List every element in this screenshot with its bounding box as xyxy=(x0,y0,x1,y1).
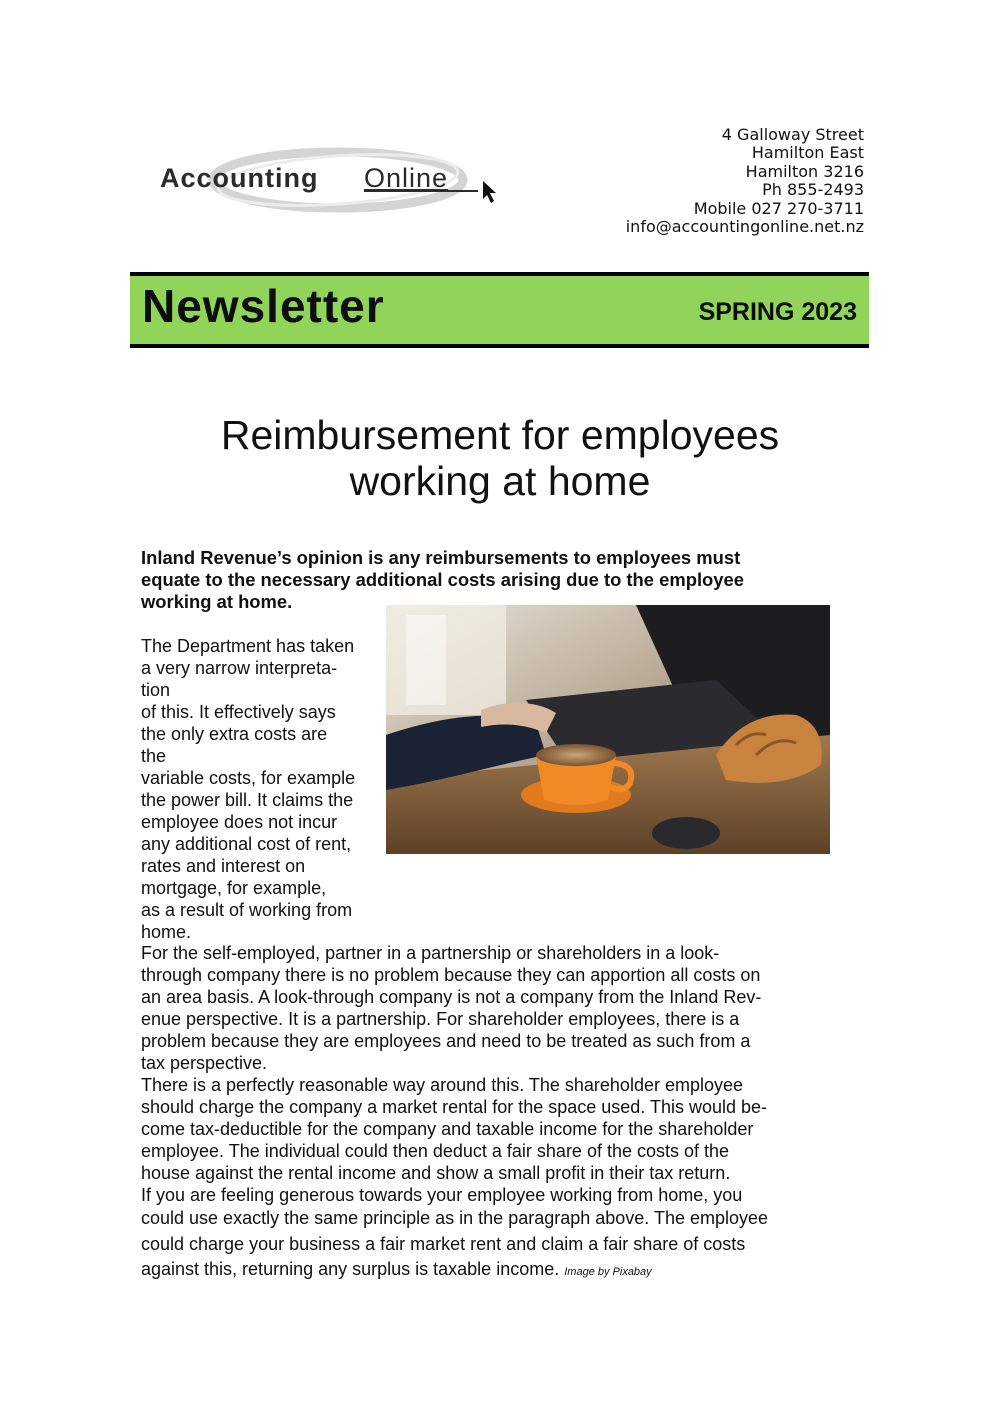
intro-line: mortgage, for example, xyxy=(141,878,327,898)
logo-wordmark-accounting: Accounting xyxy=(160,163,319,193)
body-line: could use exactly the same principle as in the paragraph above. The employee xyxy=(141,1208,769,1228)
body-line: If you are feeling generous towards your employee working from home, you xyxy=(141,1185,743,1205)
body-line: There is a perfectly reasonable way around this. The shareholder employee xyxy=(141,1075,744,1095)
banner-title: Newsletter xyxy=(142,280,385,332)
body-line: house against the rental income and show a small profit in their tax return. xyxy=(141,1163,731,1183)
cursor-icon xyxy=(483,181,496,203)
address-line: Hamilton 3216 xyxy=(745,161,864,181)
lead-line: working at home. xyxy=(141,591,293,612)
intro-line: of this. It effectively says xyxy=(141,702,336,722)
article-photo xyxy=(386,605,830,854)
body-line: problem because they are employees and need to be treated as such from a xyxy=(141,1031,751,1051)
logo-wordmark-online: Online xyxy=(364,163,449,193)
intro-line: as a result of working from xyxy=(141,900,353,920)
body-line: tax perspective. xyxy=(141,1053,268,1073)
newsletter-banner xyxy=(130,276,869,344)
headline-line: Reimbursement for employees xyxy=(220,412,780,458)
body-line: should charge the company a market rental for the space used. This would be- xyxy=(141,1097,768,1117)
body-last-line xyxy=(141,1257,861,1286)
body-line-text: against this, returning any surplus is taxable income. xyxy=(141,1259,560,1279)
body-line: an area basis. A look-through company is not a company from the Inland Rev- xyxy=(141,987,762,1007)
contact-address xyxy=(560,126,864,236)
address-line: 4 Galloway Street xyxy=(721,125,864,144)
intro-line: variable costs, for example xyxy=(141,768,356,788)
intro-line: The Department has taken xyxy=(141,636,355,656)
intro-line: the xyxy=(141,746,167,766)
lead-line: equate to the necessary additional costs arising due to the employee xyxy=(141,569,744,590)
intro-line: tion xyxy=(141,680,171,700)
phone-line: Ph 855-2493 xyxy=(762,180,864,200)
intro-line: rates and interest on xyxy=(141,856,306,876)
body-line: could charge your business a fair market rent and claim a fair share of costs xyxy=(141,1233,746,1254)
article-body xyxy=(141,942,861,1286)
lead-line: Inland Revenue’s opinion is any reimbursements to employees must xyxy=(141,547,741,568)
intro-line: the only extra costs are xyxy=(141,724,328,744)
address-line: Hamilton East xyxy=(751,143,864,163)
email-link[interactable]: info@accountingonline.net.nz xyxy=(625,217,864,237)
body-line: For the self-employed, partner in a partnership or shareholders in a look- xyxy=(141,943,720,963)
intro-line: home. xyxy=(141,922,192,942)
body-line: employee. The individual could then deduct a fair share of the costs of the xyxy=(141,1141,730,1161)
banner-bottom-rule xyxy=(130,344,869,348)
article-intro-column xyxy=(141,635,386,943)
intro-line: any additional cost of rent, xyxy=(141,834,352,854)
body-line: enue perspective. It is a partnership. For shareholder employees, there is a xyxy=(141,1009,740,1029)
banner-season: SPRING 2023 xyxy=(698,298,857,326)
company-logo xyxy=(128,135,528,245)
headline-line: working at home xyxy=(349,458,651,504)
intro-line: employee does not incur xyxy=(141,812,338,832)
body-line: come tax-deductible for the company and taxable income for the shareholder xyxy=(141,1119,754,1139)
mobile-line: Mobile 027 270-3711 xyxy=(693,198,864,218)
intro-line: the power bill. It claims the xyxy=(141,790,354,810)
intro-line: a very narrow interpreta- xyxy=(141,658,338,678)
image-credit: Image by Pixabay xyxy=(564,1266,652,1278)
article-lead xyxy=(141,547,821,613)
body-line: through company there is no problem because they can apportion all costs on xyxy=(141,965,761,985)
article-headline xyxy=(140,412,860,504)
